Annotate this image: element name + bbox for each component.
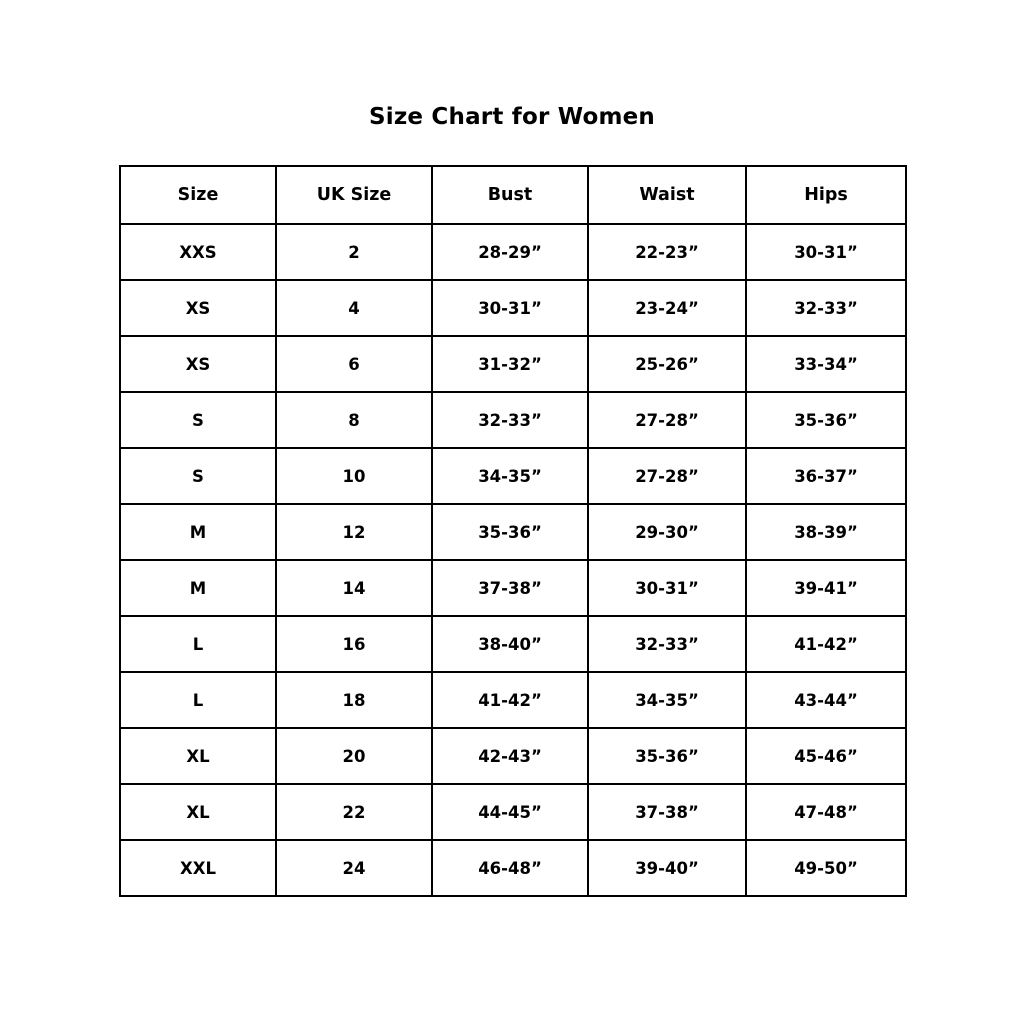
cell-bust: 32-33” [432, 392, 588, 448]
size-chart-table-container [119, 165, 905, 897]
table-row [120, 504, 906, 560]
cell-size: XXS [120, 224, 276, 280]
cell-size: S [120, 392, 276, 448]
table-row [120, 224, 906, 280]
cell-bust: 44-45” [432, 784, 588, 840]
cell-size: XXL [120, 840, 276, 896]
cell-waist: 23-24” [588, 280, 746, 336]
cell-uk-size: 12 [276, 504, 432, 560]
table-row [120, 728, 906, 784]
cell-waist: 30-31” [588, 560, 746, 616]
cell-bust: 42-43” [432, 728, 588, 784]
cell-uk-size: 8 [276, 392, 432, 448]
cell-hips: 41-42” [746, 616, 906, 672]
table-row [120, 392, 906, 448]
cell-hips: 35-36” [746, 392, 906, 448]
column-header-size: Size [120, 166, 276, 224]
cell-size: L [120, 616, 276, 672]
table-row [120, 672, 906, 728]
cell-size: XS [120, 336, 276, 392]
cell-waist: 32-33” [588, 616, 746, 672]
cell-uk-size: 24 [276, 840, 432, 896]
page-title: Size Chart for Women [368, 104, 655, 130]
table-row [120, 280, 906, 336]
cell-hips: 43-44” [746, 672, 906, 728]
cell-waist: 25-26” [588, 336, 746, 392]
cell-bust: 41-42” [432, 672, 588, 728]
cell-hips: 49-50” [746, 840, 906, 896]
cell-size: XL [120, 784, 276, 840]
cell-size: M [120, 560, 276, 616]
size-chart-table [119, 165, 907, 897]
table-row [120, 840, 906, 896]
cell-size: M [120, 504, 276, 560]
cell-hips: 45-46” [746, 728, 906, 784]
cell-uk-size: 6 [276, 336, 432, 392]
cell-bust: 28-29” [432, 224, 588, 280]
cell-bust: 35-36” [432, 504, 588, 560]
cell-hips: 38-39” [746, 504, 906, 560]
column-header-uk-size: UK Size [276, 166, 432, 224]
cell-size: L [120, 672, 276, 728]
cell-uk-size: 22 [276, 784, 432, 840]
cell-uk-size: 14 [276, 560, 432, 616]
cell-waist: 27-28” [588, 392, 746, 448]
cell-uk-size: 4 [276, 280, 432, 336]
cell-uk-size: 10 [276, 448, 432, 504]
table-row [120, 336, 906, 392]
cell-uk-size: 18 [276, 672, 432, 728]
cell-waist: 22-23” [588, 224, 746, 280]
cell-bust: 46-48” [432, 840, 588, 896]
cell-bust: 38-40” [432, 616, 588, 672]
column-header-hips: Hips [746, 166, 906, 224]
column-header-bust: Bust [432, 166, 588, 224]
cell-size: XS [120, 280, 276, 336]
table-row [120, 560, 906, 616]
table-header-row [120, 166, 906, 224]
cell-size: S [120, 448, 276, 504]
cell-waist: 37-38” [588, 784, 746, 840]
cell-hips: 32-33” [746, 280, 906, 336]
table-row [120, 616, 906, 672]
cell-waist: 35-36” [588, 728, 746, 784]
cell-waist: 34-35” [588, 672, 746, 728]
column-header-waist: Waist [588, 166, 746, 224]
table-row [120, 448, 906, 504]
cell-bust: 31-32” [432, 336, 588, 392]
cell-hips: 33-34” [746, 336, 906, 392]
cell-hips: 47-48” [746, 784, 906, 840]
cell-waist: 27-28” [588, 448, 746, 504]
cell-size: XL [120, 728, 276, 784]
cell-uk-size: 20 [276, 728, 432, 784]
cell-hips: 39-41” [746, 560, 906, 616]
cell-uk-size: 2 [276, 224, 432, 280]
cell-uk-size: 16 [276, 616, 432, 672]
cell-hips: 36-37” [746, 448, 906, 504]
table-row [120, 784, 906, 840]
cell-hips: 30-31” [746, 224, 906, 280]
cell-waist: 29-30” [588, 504, 746, 560]
cell-bust: 37-38” [432, 560, 588, 616]
cell-bust: 34-35” [432, 448, 588, 504]
cell-bust: 30-31” [432, 280, 588, 336]
cell-waist: 39-40” [588, 840, 746, 896]
